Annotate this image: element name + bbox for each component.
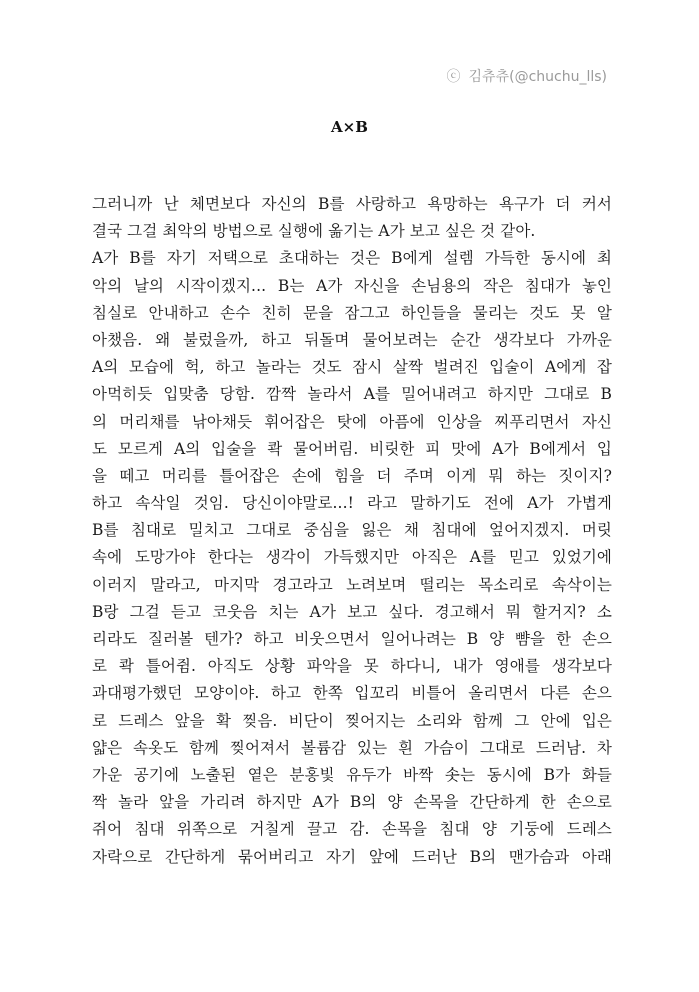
text-line: 아먹히듯 입맞춤 당함. 깜짝 놀라서 A를 밀어내려고 하지만 그대로 B [92,385,612,404]
text-line: 자락으로 간단하게 묶어버리고 자기 앞에 드러난 B의 맨가슴과 아래 [92,847,612,866]
text-line: 리라도 질러볼 텐가? 하고 비웃으면서 일어나려는 B 양 뺨을 한 손으 [92,630,612,648]
text-line: A의 모습에 헉, 하고 놀라는 것도 잠시 살짝 벌려진 입술이 A에게 잡 [92,358,612,377]
text-line: 의 머리채를 낚아채듯 휘어잡은 탓에 아픔에 인상을 찌푸리면서 자신 [92,412,612,431]
text-line: 쥐어 침대 위쪽으로 거칠게 끌고 감. 손목을 침대 양 기둥에 드레스 [92,820,612,839]
text-line: 아챘음. 왜 불렀을까, 하고 뒤돌며 물어보려는 순간 생각보다 가까운 [92,330,612,349]
text-line: 로 드레스 앞을 확 찢음. 비단이 찢어지는 소리와 함께 그 안에 입은 [92,711,612,730]
text-line: 을 떼고 머리를 틀어잡은 손에 힘을 더 주며 이게 뭐 하는 짓이지? [92,466,612,485]
text-line: 로 콱 틀어쥠. 아직도 상황 파악을 못 하다니, 내가 영애를 생각보다 [92,657,612,676]
text-line: 악의 날의 시작이겠지... B는 A가 자신을 손님용의 작은 침대가 놓인 [92,276,612,295]
copyright-author: 김츄츄(@chuchu_lls) [468,69,607,85]
text-line: 과대평가했던 모양이야. 하고 한쪽 입꼬리 비틀어 올리면서 다른 손으 [92,684,612,703]
text-line: 하고 속삭일 것임. 당신이야말로...! 라고 말하기도 전에 A가 가볍게 [92,494,612,513]
text-line: 속에 도망가야 한다는 생각이 가득했지만 아직은 A를 믿고 있었기에 [92,548,612,567]
text-line: 짝 놀라 앞을 가리려 하지만 A가 B의 양 손목을 간단하게 한 손으로 [92,793,612,812]
body-text [92,191,612,871]
text-line: B를 침대로 밀치고 그대로 중심을 잃은 채 침대에 엎어지겠지. 머릿 [92,521,612,540]
copyright-symbol: ⓒ [446,69,461,85]
text-line: A가 B를 자기 저택으로 초대하는 것은 B에게 설렘 가득한 동시에 최 [92,249,612,268]
text-line: 그러니까 난 체면보다 자신의 B를 사랑하고 욕망하는 욕구가 더 커서 [92,195,612,213]
text-line: B랑 그걸 듣고 코웃음 치는 A가 보고 싶다. 경고해서 뭐 할거지? 소 [92,602,612,621]
text-line: 침실로 안내하고 손수 친히 문을 잠그고 하인들을 물리는 것도 못 알 [92,303,612,322]
text-line: 얇은 속옷도 함께 찢어져서 볼륨감 있는 흰 가슴이 그대로 드러남. 차 [92,738,612,757]
text-line: 결국 그걸 최악의 방법으로 실행에 옮기는 A가 보고 싶은 것 같아. [92,222,536,241]
text-line: 이러지 말라고, 마지막 경고라고 노려보며 떨리는 목소리로 속삭이는 [92,575,612,594]
text-line: 가운 공기에 노출된 옅은 분홍빛 유두가 바짝 솟는 동시에 B가 화들 [92,765,612,784]
text-line: 도 모르게 A의 입술을 콱 물어버림. 비릿한 피 맛에 A가 B에게서 입 [92,439,612,458]
copyright-notice [447,66,607,86]
page-title: A×B [331,118,368,136]
